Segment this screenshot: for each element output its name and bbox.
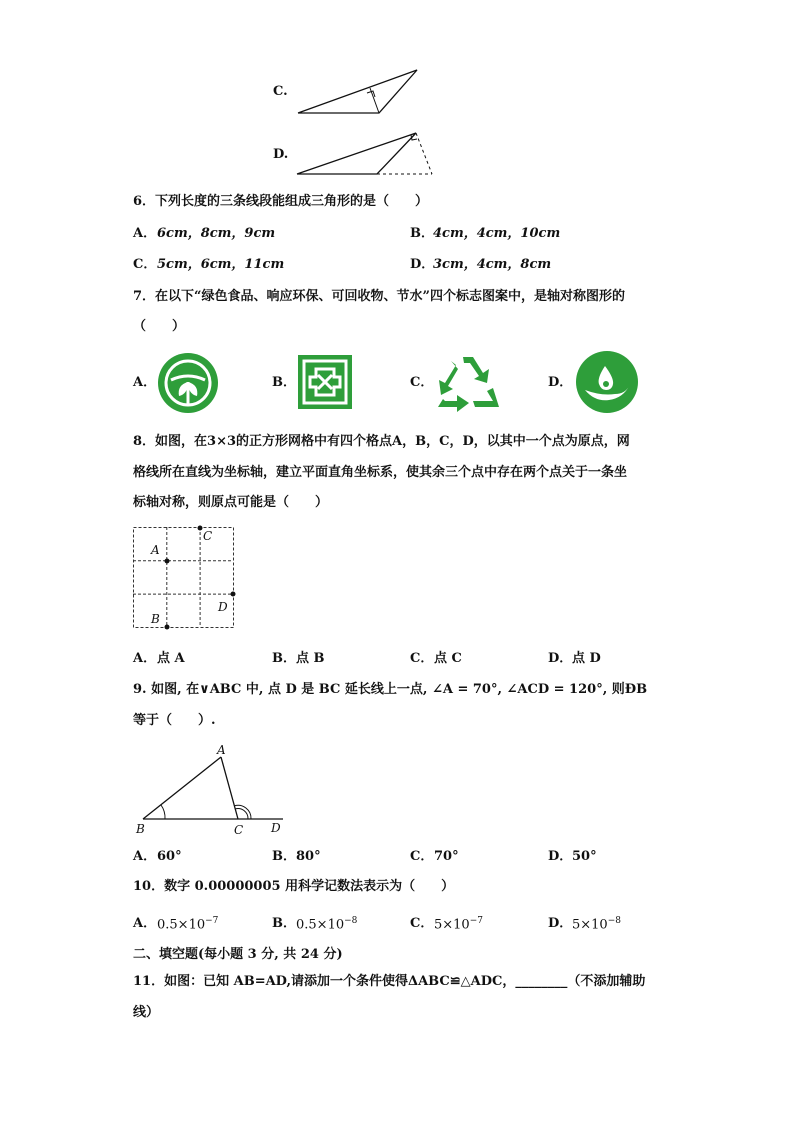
q8-option-b-label: B． [272, 651, 296, 666]
q6-option-d-label: D． [410, 257, 435, 272]
q6-option-c-label: C． [133, 257, 157, 272]
q9-option-b-label: B． [272, 849, 296, 864]
water-saving-logo-icon [575, 350, 639, 414]
green-food-logo-icon [157, 352, 219, 414]
q10-option-b-value: $0.5\times 10^{-8}$ [296, 916, 358, 933]
q7-option-a-label: A． [133, 375, 157, 390]
point-a-dot [165, 559, 170, 564]
q8-point-label-a: A [151, 543, 160, 557]
q8-stem-line2: 格线所在直线为坐标轴，建立平面直角坐标系，使其余三个点中存在两个点关于一条坐 [133, 465, 628, 480]
q5-option-c-figure [290, 65, 430, 120]
q8-option-d-label: D． [548, 651, 573, 666]
q6-option-b-text: 4cm，4cm，10cm [433, 226, 561, 241]
q8-option-c-text: 点 C [434, 651, 462, 666]
q8-stem-line1: 8．如图，在3×3的正方形网格中有四个格点A，B，C，D，以其中一个点为原点，网 [133, 434, 630, 449]
q7-option-d-label: D． [548, 375, 573, 390]
q8-grid-figure [133, 527, 238, 632]
recycling-logo-icon [433, 351, 503, 413]
q8-option-c-label: C． [410, 651, 434, 666]
point-b-dot [165, 625, 170, 630]
q9-point-label-c: C [234, 823, 244, 837]
q6-option-a-label: A． [133, 226, 157, 241]
q9-option-d-text: 50° [572, 849, 597, 864]
q6-option-c-text: 5cm，6cm，11cm [157, 257, 285, 272]
q10-option-d-value: $5\times 10^{-8}$ [572, 916, 621, 933]
q10-stem: 10．数字 0.00000005 用科学记数法表示为（ ） [133, 879, 455, 894]
q10-option-b-label: B． [272, 916, 296, 931]
q5-option-d-label: D. [273, 147, 289, 162]
q9-point-label-b: B [136, 822, 145, 836]
q10-option-a-value: $0.5\times 10^{-7}$ [157, 916, 219, 933]
q9-option-a-text: 60° [157, 849, 182, 864]
q9-point-label-a: A [217, 743, 226, 757]
q10-option-c-label: C． [410, 916, 434, 931]
q6-option-a-text: 6cm，8cm，9cm [157, 226, 276, 241]
q8-stem-line3: 标轴对称，则原点可能是（ ） [133, 495, 329, 510]
q10-option-a-label: A． [133, 916, 157, 931]
point-d-dot [231, 592, 236, 597]
q7-stem-blank: （ ） [133, 319, 186, 334]
q9-option-d-label: D． [548, 849, 573, 864]
q11-stem-line1: 11．如图：已知 AB=AD,请添加一个条件使得ΔABC≌△ADC，________（不添加辅助 [133, 974, 646, 989]
section-heading-fill-in: 二、填空题(每小题 3 分, 共 24 分) [133, 947, 343, 962]
q5-option-c-label: C. [273, 84, 288, 99]
q8-point-label-b: B [151, 612, 160, 626]
q7-stem: 7．在以下“绿色食品、响应环保、可回收物、节水”四个标志图案中，是轴对称图形的 [133, 289, 626, 304]
q8-option-b-text: 点 B [296, 651, 325, 666]
eco-protection-logo-icon [296, 353, 354, 411]
q10-option-c-value: $5\times 10^{-7}$ [434, 916, 483, 933]
q10-option-d-label: D． [548, 916, 573, 931]
q6-option-d-text: 3cm，4cm，8cm [433, 257, 552, 272]
q8-point-label-c: C [203, 529, 213, 543]
q9-stem-line1: 9. 如图, 在∨ABC 中, 点 D 是 BC 延长线上一点, ∠A = 70°, ∠ACD = 120°, 则ÐB [133, 682, 648, 697]
q9-option-b-text: 80° [296, 849, 321, 864]
q11-stem-line2: 线） [133, 1005, 160, 1020]
q8-point-label-d: D [218, 600, 228, 614]
q5-option-d-figure [290, 128, 440, 183]
q9-stem-line2: 等于（ ）. [133, 713, 216, 728]
q7-option-c-label: C． [410, 375, 434, 390]
q9-point-label-d: D [271, 821, 281, 835]
q8-option-a-label: A． [133, 651, 157, 666]
point-c-dot [198, 526, 203, 531]
q7-option-b-label: B． [272, 375, 296, 390]
q6-option-b-label: B． [410, 226, 434, 241]
q6-stem: 6．下列长度的三条线段能组成三角形的是（ ） [133, 194, 429, 209]
q9-option-c-text: 70° [434, 849, 459, 864]
q8-option-a-text: 点 A [157, 651, 185, 666]
q8-option-d-text: 点 D [572, 651, 601, 666]
q9-triangle-figure [133, 745, 293, 835]
q9-option-c-label: C． [410, 849, 434, 864]
q9-option-a-label: A． [133, 849, 157, 864]
